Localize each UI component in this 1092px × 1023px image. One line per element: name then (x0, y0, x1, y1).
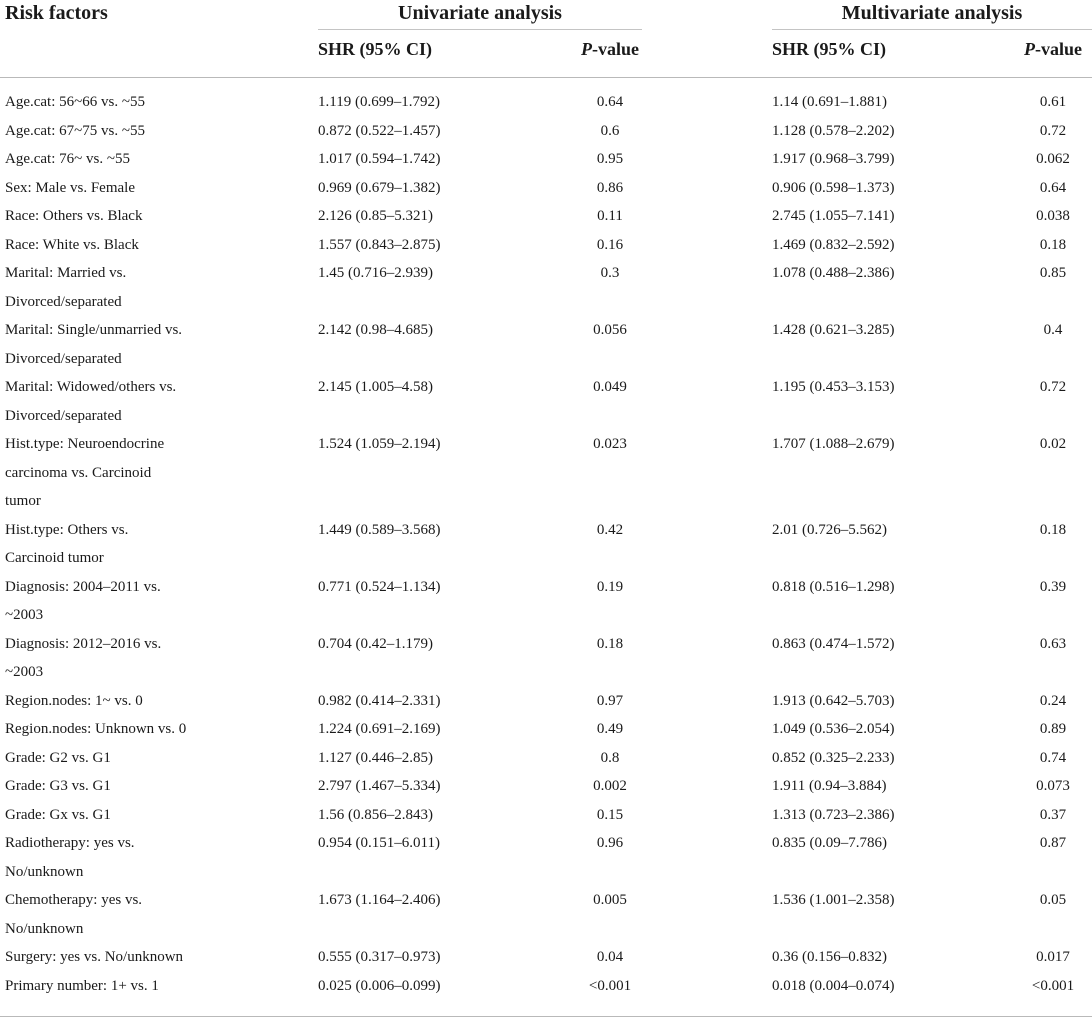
multivariate-shr: 1.536 (1.001–2.358) (772, 892, 895, 908)
risk-factor-line: carcinoma vs. Carcinoid (5, 464, 152, 481)
risk-factor-line: Age.cat: 67~75 vs. ~55 (5, 122, 145, 139)
risk-factor-line: No/unknown (5, 920, 84, 937)
univariate-pvalue: 0.19 (596, 578, 624, 595)
univariate-pvalue: 0.049 (593, 379, 627, 395)
risk-factor-line: tumor (5, 493, 41, 509)
multivariate-pvalue: 0.073 (1036, 778, 1070, 794)
risk-factor-label (5, 972, 215, 1001)
multivariate-pvalue: 0.61 (1039, 94, 1067, 110)
multivariate-pvalue: 0.87 (1039, 835, 1067, 851)
univariate-shr: 1.524 (1.059–2.194) (318, 436, 441, 452)
risk-factor-line: Marital: Single/unmarried vs. (5, 322, 183, 338)
multivariate-shr: 2.01 (0.726–5.562) (772, 521, 887, 538)
multivariate-pvalue: 0.74 (1039, 749, 1067, 766)
header-uni-pvalue: P-value (581, 39, 639, 59)
univariate-shr: 0.704 (0.42–1.179) (318, 635, 433, 652)
multivariate-shr: 1.195 (0.453–3.153) (772, 379, 895, 395)
risk-factor-line: ~2003 (5, 607, 44, 623)
risk-factor-label (5, 829, 215, 886)
univariate-shr: 1.224 (0.691–2.169) (318, 721, 441, 737)
header-univariate: Univariate analysis (398, 2, 562, 24)
risk-factor-line: Grade: Gx vs. G1 (5, 806, 111, 823)
risk-factor-line: Carcinoid tumor (5, 550, 104, 566)
risk-factor-label (5, 573, 215, 630)
univariate-shr: 1.449 (0.589–3.568) (318, 521, 441, 538)
univariate-pvalue: 0.002 (593, 778, 627, 794)
multivariate-pvalue: 0.24 (1039, 692, 1067, 709)
multivariate-pvalue: 0.18 (1039, 236, 1067, 253)
univariate-pvalue: <0.001 (588, 977, 632, 994)
risk-factor-line: No/unknown (5, 863, 84, 880)
univariate-shr: 0.982 (0.414–2.331) (318, 692, 441, 709)
univariate-pvalue: 0.49 (596, 721, 624, 737)
univariate-pvalue: 0.056 (593, 322, 627, 338)
multivariate-underline (772, 29, 1092, 30)
risk-factor-line: Race: Others vs. Black (5, 208, 143, 224)
univariate-pvalue: 0.005 (593, 892, 627, 908)
univariate-pvalue: 0.04 (596, 949, 624, 965)
univariate-pvalue: 0.97 (596, 692, 624, 709)
multivariate-shr: 0.863 (0.474–1.572) (772, 635, 895, 652)
multivariate-shr: 1.049 (0.536–2.054) (772, 721, 895, 737)
multivariate-shr: 1.428 (0.621–3.285) (772, 322, 895, 338)
risk-factor-line: Marital: Married vs. (5, 265, 127, 281)
risk-factor-line: Diagnosis: 2012–2016 vs. (5, 635, 162, 652)
multivariate-shr: 0.818 (0.516–1.298) (772, 578, 895, 595)
risk-factor-label (5, 373, 215, 430)
univariate-pvalue: 0.11 (597, 208, 623, 224)
multivariate-shr: 1.913 (0.642–5.703) (772, 692, 895, 709)
univariate-shr: 1.45 (0.716–2.939) (318, 265, 433, 281)
multivariate-shr: 1.14 (0.691–1.881) (772, 94, 887, 110)
risk-factor-label (5, 943, 215, 972)
univariate-pvalue: 0.64 (596, 94, 624, 110)
header-mul-pvalue: P-value (1024, 39, 1082, 59)
multivariate-shr: 2.745 (1.055–7.141) (772, 208, 895, 224)
risk-factor-line: Divorced/separated (5, 293, 122, 310)
multivariate-pvalue: 0.72 (1039, 122, 1067, 139)
risk-factor-line: Race: White vs. Black (5, 236, 139, 253)
risk-factor-line: Primary number: 1+ vs. 1 (5, 977, 159, 994)
univariate-pvalue: 0.6 (600, 122, 620, 139)
multivariate-shr: 1.078 (0.488–2.386) (772, 265, 895, 281)
risk-factor-line: Chemotherapy: yes vs. (5, 892, 143, 908)
risk-factor-label (5, 886, 215, 943)
risk-factor-line: Grade: G2 vs. G1 (5, 749, 111, 766)
risk-factor-line: Divorced/separated (5, 350, 122, 367)
risk-factor-label (5, 715, 215, 744)
multivariate-pvalue: 0.64 (1039, 179, 1067, 196)
risk-factor-label (5, 145, 215, 174)
risk-factor-label (5, 430, 215, 516)
risk-factor-label (5, 687, 215, 716)
multivariate-pvalue: 0.05 (1039, 892, 1067, 908)
univariate-pvalue: 0.86 (596, 179, 624, 196)
univariate-pvalue: 0.18 (596, 635, 624, 652)
risk-factor-line: Hist.type: Neuroendocrine (5, 436, 165, 452)
univariate-pvalue: 0.16 (596, 236, 624, 253)
multivariate-shr: 1.313 (0.723–2.386) (772, 806, 895, 823)
univariate-shr: 1.673 (1.164–2.406) (318, 892, 441, 908)
multivariate-pvalue: 0.37 (1039, 806, 1067, 823)
risk-factor-line: Age.cat: 76~ vs. ~55 (5, 151, 130, 167)
risk-factor-label (5, 772, 215, 801)
multivariate-pvalue: 0.89 (1039, 721, 1067, 737)
multivariate-shr: 0.018 (0.004–0.074) (772, 977, 895, 994)
risk-factor-label (5, 516, 215, 573)
multivariate-shr: 1.128 (0.578–2.202) (772, 122, 895, 139)
risk-factor-label (5, 117, 215, 146)
univariate-pvalue: 0.3 (600, 265, 620, 281)
multivariate-pvalue: 0.038 (1036, 208, 1070, 224)
univariate-shr: 1.119 (0.699–1.792) (318, 94, 440, 110)
risk-factor-label (5, 316, 215, 373)
univariate-pvalue: 0.023 (593, 436, 627, 452)
multivariate-shr: 1.911 (0.94–3.884) (772, 778, 887, 794)
multivariate-shr: 1.707 (1.088–2.679) (772, 436, 895, 452)
risk-factor-line: Marital: Widowed/others vs. (5, 379, 177, 395)
risk-factor-label (5, 744, 215, 773)
risk-factor-line: Region.nodes: 1~ vs. 0 (5, 692, 143, 709)
univariate-pvalue: 0.15 (596, 806, 624, 823)
multivariate-shr: 0.36 (0.156–0.832) (772, 949, 887, 965)
risk-factor-line: Divorced/separated (5, 407, 122, 424)
multivariate-pvalue: 0.017 (1036, 949, 1070, 965)
univariate-shr: 2.126 (0.85–5.321) (318, 208, 433, 224)
multivariate-pvalue: 0.72 (1039, 379, 1067, 395)
multivariate-shr: 0.852 (0.325–2.233) (772, 749, 895, 766)
univariate-underline (318, 29, 642, 30)
risk-factor-label (5, 259, 215, 316)
multivariate-pvalue: 0.18 (1039, 521, 1067, 538)
risk-factor-label (5, 231, 215, 260)
bottom-rule (0, 1016, 1092, 1017)
risk-factor-line: Age.cat: 56~66 vs. ~55 (5, 94, 145, 110)
risk-factor-line: ~2003 (5, 664, 44, 680)
univariate-shr: 1.56 (0.856–2.843) (318, 806, 433, 823)
multivariate-pvalue: 0.39 (1039, 578, 1067, 595)
univariate-pvalue: 0.8 (600, 749, 620, 766)
univariate-shr: 0.555 (0.317–0.973) (318, 949, 441, 965)
risk-factor-line: Region.nodes: Unknown vs. 0 (5, 721, 187, 737)
multivariate-pvalue: 0.062 (1036, 151, 1070, 167)
header-multivariate: Multivariate analysis (841, 2, 1023, 24)
multivariate-pvalue: 0.02 (1039, 436, 1067, 452)
univariate-shr: 0.872 (0.522–1.457) (318, 122, 441, 139)
multivariate-shr: 0.835 (0.09–7.786) (772, 835, 887, 851)
risk-factor-line: Diagnosis: 2004–2011 vs. (5, 578, 161, 595)
multivariate-shr: 0.906 (0.598–1.373) (772, 179, 895, 196)
univariate-shr: 1.127 (0.446–2.85) (318, 749, 433, 766)
header-mul-shr: SHR (95% CI) (772, 39, 887, 59)
univariate-shr: 0.025 (0.006–0.099) (318, 977, 441, 994)
risk-factor-label (5, 630, 215, 687)
univariate-shr: 1.017 (0.594–1.742) (318, 151, 441, 167)
header-risk-factors: Risk factors (5, 2, 108, 24)
risk-factor-label (5, 801, 215, 830)
univariate-shr: 2.142 (0.98–4.685) (318, 322, 433, 338)
header-rule (0, 77, 1092, 78)
multivariate-pvalue: 0.63 (1039, 635, 1067, 652)
multivariate-shr: 1.917 (0.968–3.799) (772, 151, 895, 167)
multivariate-pvalue: <0.001 (1031, 977, 1075, 994)
header-uni-shr: SHR (95% CI) (318, 39, 433, 59)
multivariate-pvalue: 0.4 (1043, 322, 1063, 338)
univariate-shr: 2.797 (1.467–5.334) (318, 778, 441, 794)
univariate-pvalue: 0.42 (596, 521, 624, 538)
univariate-shr: 1.557 (0.843–2.875) (318, 236, 441, 253)
univariate-shr: 2.145 (1.005–4.58) (318, 379, 433, 395)
risk-factor-line: Sex: Male vs. Female (5, 179, 135, 196)
univariate-shr: 0.771 (0.524–1.134) (318, 578, 441, 595)
univariate-shr: 0.969 (0.679–1.382) (318, 179, 441, 196)
risk-factor-line: Radiotherapy: yes vs. (5, 835, 135, 851)
multivariate-shr: 1.469 (0.832–2.592) (772, 236, 895, 253)
univariate-shr: 0.954 (0.151–6.011) (318, 835, 440, 851)
multivariate-pvalue: 0.85 (1039, 265, 1067, 281)
risk-factor-line: Grade: G3 vs. G1 (5, 778, 111, 794)
univariate-pvalue: 0.96 (596, 835, 624, 851)
risk-factor-label (5, 202, 215, 231)
risk-factor-label (5, 174, 215, 203)
risk-factor-line: Surgery: yes vs. No/unknown (5, 949, 184, 965)
univariate-pvalue: 0.95 (596, 151, 624, 167)
risk-factor-label (5, 88, 215, 117)
risk-factor-line: Hist.type: Others vs. (5, 521, 129, 538)
